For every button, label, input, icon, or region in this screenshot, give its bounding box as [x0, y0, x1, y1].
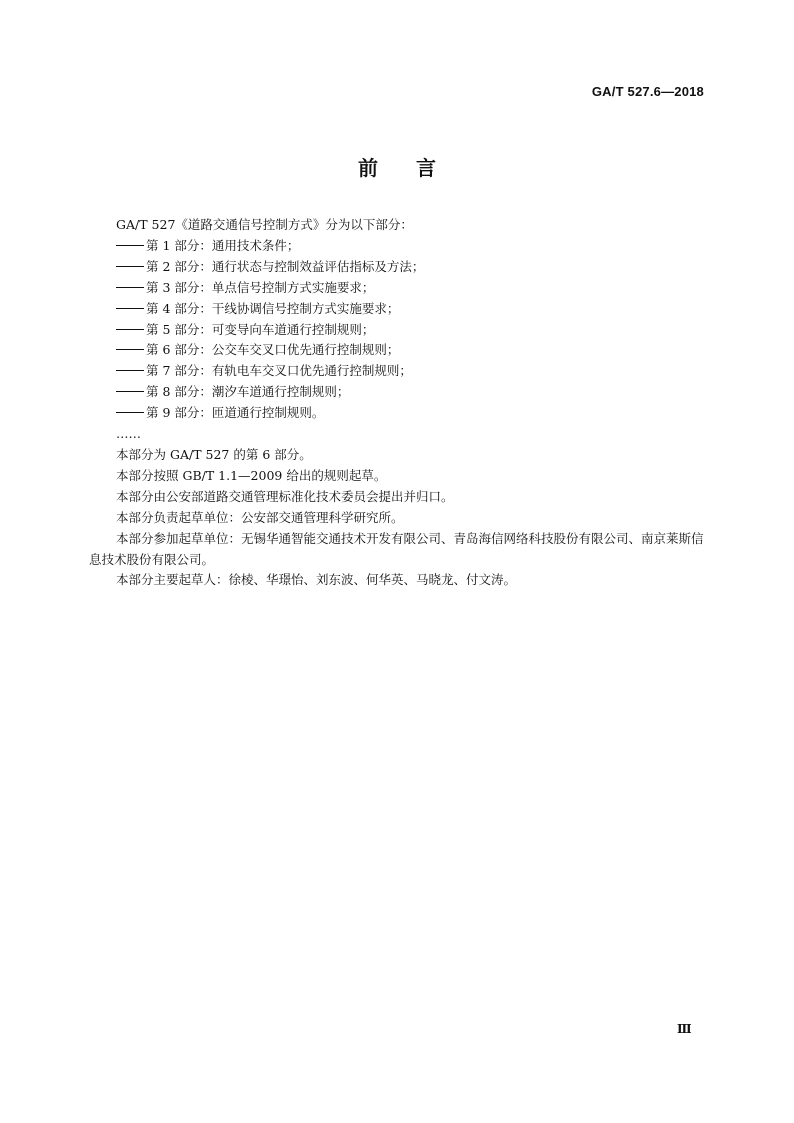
em-dash-mark	[116, 412, 144, 413]
list-item: 第 8 部分：潮汐车道通行控制规则；	[89, 382, 705, 403]
document-code: GA/T 527.6—2018	[591, 84, 704, 99]
list-item: 第 2 部分：通行状态与控制效益评估指标及方法；	[89, 257, 705, 278]
em-dash-mark	[116, 349, 144, 350]
paragraph-drafting-rules: 本部分按照 GB/T 1.1—2009 给出的规则起草。	[116, 467, 387, 483]
list-ellipsis: ……	[116, 426, 141, 442]
em-dash-mark	[116, 391, 144, 392]
parts-list	[89, 236, 705, 445]
paragraph-main-drafters: 本部分主要起草人：徐棱、华璟怡、刘东波、何华英、马晓龙、付文涛。	[116, 572, 517, 588]
list-item: 第 6 部分：公交车交叉口优先通行控制规则；	[89, 340, 705, 361]
paragraph-lead-drafter: 本部分负责起草单位：公安部交通管理科学研究所。	[116, 509, 404, 525]
page-title: 前言	[358, 156, 474, 180]
em-dash-mark	[116, 370, 144, 371]
intro-paragraph: GA/T 527《道路交通信号控制方式》分为以下部分：	[116, 217, 413, 232]
list-item: 第 3 部分：单点信号控制方式实施要求；	[89, 278, 705, 299]
list-item: 第 5 部分：可变导向车道通行控制规则；	[89, 320, 705, 341]
page-number: Ⅲ	[677, 1022, 692, 1036]
paragraph-participating-drafters: 本部分参加起草单位：无锡华通智能交通技术开发有限公司、青岛海信网络科技股份有限公司、南京莱斯信息技术股份有限公司。	[89, 530, 704, 567]
list-item: 第 1 部分：通用技术条件；	[89, 236, 705, 257]
em-dash-mark	[116, 287, 144, 288]
foreword-body	[89, 215, 705, 591]
list-item: 第 7 部分：有轨电车交叉口优先通行控制规则；	[89, 361, 705, 382]
list-item: 第 4 部分：干线协调信号控制方式实施要求；	[89, 299, 705, 320]
em-dash-mark	[116, 329, 144, 330]
em-dash-mark	[116, 308, 144, 309]
list-item: 第 9 部分：匝道通行控制规则。	[89, 403, 705, 424]
paragraph-part-number: 本部分为 GA/T 527 的第 6 部分。	[116, 446, 312, 462]
em-dash-mark	[116, 266, 144, 267]
paragraph-proposer: 本部分由公安部道路交通管理标准化技术委员会提出并归口。	[116, 488, 454, 504]
em-dash-mark	[116, 245, 144, 246]
